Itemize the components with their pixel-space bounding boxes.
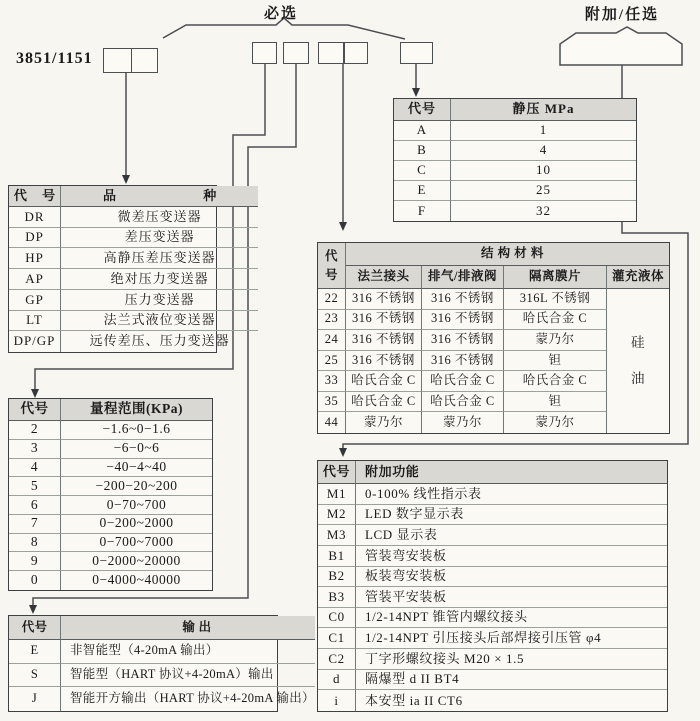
code-cell: B [394, 141, 451, 161]
arrow-addons [339, 448, 347, 457]
value-cell: 0−2000~20000 [61, 552, 212, 571]
header-cell: 静压 MPa [451, 99, 636, 121]
arrow-pressure [412, 88, 420, 97]
code-cell: 44 [318, 412, 346, 433]
code-cell: F [394, 201, 451, 221]
value-cell: 蒙乃尔 [346, 412, 422, 433]
box-divider [131, 49, 133, 72]
header-cell: 量程范围(KPa) [61, 399, 212, 421]
header-cell: 灌充液体 [607, 266, 669, 289]
value-cell: 1/2-14NPT 引压接头后部焊接引压管 φ4 [356, 628, 667, 649]
value-cell: 316 不锈钢 [422, 330, 504, 351]
value-cell: 钽 [504, 351, 607, 372]
header-cell: 代号 [9, 399, 61, 421]
value-cell: 智能开方输出（HART 协议+4-20mA 输出） [70, 691, 315, 706]
structure-material-table [317, 242, 670, 434]
code-cell: 6 [9, 496, 61, 515]
code-cell: LT [9, 311, 61, 332]
header-cell: 排气/排液阀 [422, 266, 504, 289]
model-code-box [103, 48, 158, 73]
value-cell: 0−700~7000 [61, 534, 212, 553]
value-cell: 316 不锈钢 [422, 310, 504, 331]
code-cell: DP/GP [9, 331, 61, 352]
value-cell: 绝对压力变送器 [61, 269, 258, 290]
required-label: 必选 [263, 6, 298, 22]
code-cell: S [9, 664, 61, 688]
code-cell: M1 [318, 484, 356, 505]
arrow-range [31, 389, 39, 398]
value-cell: 1 [451, 121, 636, 141]
fill-liquid-cell [607, 289, 669, 433]
code-cell: GP [9, 290, 61, 311]
header-cell: 隔离膜片 [504, 266, 607, 289]
value-cell: 316 不锈钢 [346, 330, 422, 351]
value-cell: 0−70~700 [61, 496, 212, 515]
value-cell: 哈氏合金 C [346, 371, 422, 392]
code-cell: 22 [318, 289, 346, 310]
code-cell: B3 [318, 587, 356, 608]
code-cell: M3 [318, 525, 356, 546]
value-cell: 本安型 ia II CT6 [365, 692, 463, 708]
code-cell: 4 [9, 459, 61, 478]
value-cell: 0-100% 线性指示表 [356, 484, 667, 505]
output-table [8, 615, 315, 712]
output-code-box [283, 42, 309, 64]
code-cell: E [9, 640, 61, 664]
value-cell: 316 不锈钢 [346, 351, 422, 372]
range-table [8, 398, 213, 591]
code-cell: 2 [9, 421, 61, 440]
code-cell: AP [9, 269, 61, 290]
value-cell: 法兰式液位变送器 [61, 311, 258, 332]
code-cell: B1 [318, 546, 356, 567]
value-cell: 丁字形螺纹接头 M20 × 1.5 [356, 649, 667, 670]
value-cell: 316L 不锈钢 [504, 289, 607, 310]
value-cell: 板装弯安装板 [356, 567, 667, 588]
code-cell: 8 [9, 534, 61, 553]
header-cell: 附加功能 [356, 461, 667, 484]
vertical-code-header: 代号 [324, 248, 338, 282]
value-cell: 隔爆型 d II BT4 [356, 670, 667, 691]
code-cell: DP [9, 228, 61, 249]
code-cell: 0 [9, 571, 61, 590]
code-cell: M2 [318, 505, 356, 526]
value-cell: 25 [451, 181, 636, 201]
value-cell: 316 不锈钢 [422, 351, 504, 372]
value-cell: 316 不锈钢 [346, 289, 422, 310]
vertical-fill-text: 硅油 [631, 334, 645, 386]
header-cell: 代号 [9, 616, 61, 640]
value-cell: 非智能型（4-20mA 输出） [61, 640, 315, 664]
code-cell: J [9, 687, 61, 711]
value-cell: 10 [451, 161, 636, 181]
value-cell: 316 不锈钢 [346, 310, 422, 331]
value-cell: 高静压差压变送器 [61, 248, 258, 269]
code-cell: B2 [318, 567, 356, 588]
header-cell: 输 出 [61, 616, 315, 640]
variety-table [8, 185, 259, 353]
code-cell: C0 [318, 608, 356, 629]
code-cell: 3 [9, 440, 61, 459]
value-cell: 4 [451, 141, 636, 161]
header-cell: 代 号 [9, 186, 61, 207]
header-cell: 代号 [318, 461, 356, 484]
value-cell: 316 不锈钢 [422, 289, 504, 310]
structure-code-box [318, 42, 368, 64]
value-cell: 哈氏合金 C [346, 392, 422, 413]
code-cell: 23 [318, 310, 346, 331]
code-cell: d [318, 670, 356, 691]
value-cell: 蒙乃尔 [504, 330, 607, 351]
value-cell: LCD 显示表 [356, 525, 667, 546]
code-cell: 7 [9, 515, 61, 534]
code-cell: E [394, 181, 451, 201]
model-number: 3851/1151 [16, 50, 93, 67]
header-cell [318, 243, 346, 289]
value-cell: 差压变送器 [61, 228, 258, 249]
code-cell: DR [9, 207, 61, 228]
header-cell: 法兰接头 [346, 266, 422, 289]
table-title: 结 构 材 料 [346, 243, 669, 266]
box-divider [343, 43, 345, 63]
code-cell: C [394, 161, 451, 181]
optional-label: 附加/任选 [584, 7, 660, 23]
value-cell: 远传差压、压力变送器 [89, 333, 230, 349]
code-cell: 35 [318, 392, 346, 413]
value-cell: 蒙乃尔 [422, 412, 504, 433]
value-cell: 0−200~2000 [61, 515, 212, 534]
addon-functions-table [317, 460, 668, 712]
code-cell: HP [9, 248, 61, 269]
range-code-box [252, 42, 277, 64]
value-cell: 哈氏合金 C [504, 371, 607, 392]
value-cell: 0−4000~40000 [92, 572, 181, 588]
arrow-variety [122, 175, 130, 184]
optional-banner [560, 27, 682, 65]
header-cell: 品 种 [61, 186, 258, 207]
code-cell: C1 [318, 628, 356, 649]
value-cell: LED 数字显示表 [356, 505, 667, 526]
pressure-code-box [400, 42, 433, 64]
code-cell: 24 [318, 330, 346, 351]
value-cell: −200−20~200 [61, 477, 212, 496]
value-cell: −40−4~40 [61, 459, 212, 478]
value-cell: 智能型（HART 协议+4-20mA）输出 [61, 664, 315, 688]
value-cell: 管装弯安装板 [356, 546, 667, 567]
code-cell: i [318, 690, 356, 711]
value-cell: 1/2-14NPT 锥管内螺纹接头 [356, 608, 667, 629]
value-cell: 压力变送器 [61, 290, 258, 311]
code-cell: C2 [318, 649, 356, 670]
value-cell: −6−0~6 [61, 440, 212, 459]
arrow-structure [339, 222, 347, 231]
static-pressure-table [393, 98, 637, 222]
code-cell: 5 [9, 477, 61, 496]
value-cell: −1.6~0−1.6 [61, 421, 212, 440]
value-cell: 微差压变送器 [61, 207, 258, 228]
code-cell: 9 [9, 552, 61, 571]
value-cell: 蒙乃尔 [504, 412, 607, 433]
header-cell: 代号 [394, 99, 451, 121]
value-cell: 哈氏合金 C [504, 310, 607, 331]
code-cell: 25 [318, 351, 346, 372]
code-cell: A [394, 121, 451, 141]
value-cell: 哈氏合金 C [422, 392, 504, 413]
code-cell: 33 [318, 371, 346, 392]
value-cell: 管装平安装板 [356, 587, 667, 608]
arrow-output [29, 605, 37, 614]
value-cell: 钽 [504, 392, 607, 413]
value-cell: 32 [536, 202, 551, 218]
value-cell: 哈氏合金 C [422, 371, 504, 392]
